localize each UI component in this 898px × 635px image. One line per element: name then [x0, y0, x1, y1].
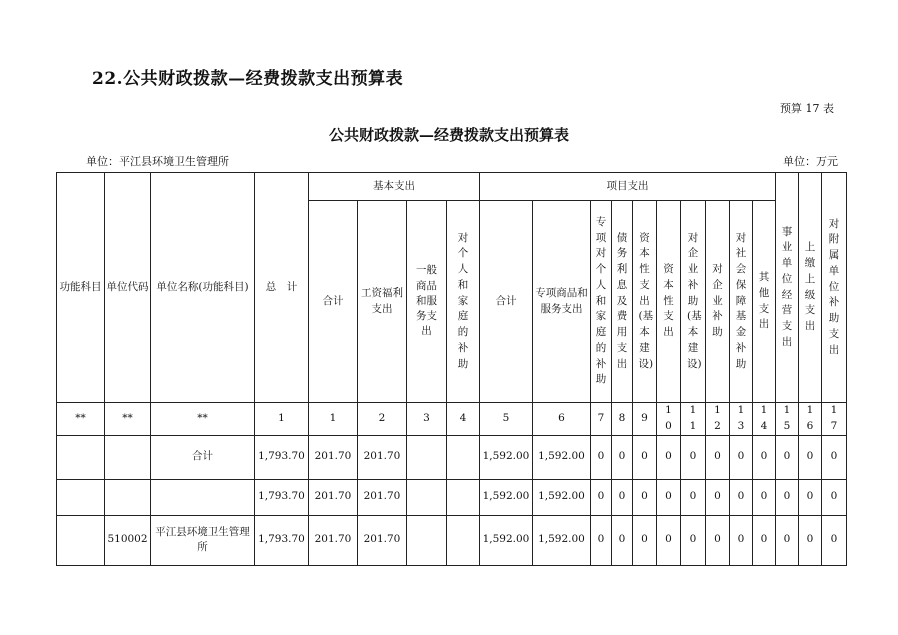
header-capital: 资本性支出	[663, 263, 674, 339]
table-cell	[407, 479, 447, 515]
column-index-cell: 5	[480, 403, 533, 436]
table-cell: 201.70	[309, 515, 358, 565]
column-index-cell: 4	[447, 403, 480, 436]
table-cell: 0	[753, 515, 776, 565]
table-cell: 0	[799, 479, 822, 515]
column-index-cell: 10	[657, 403, 681, 436]
table-cell	[447, 435, 480, 479]
table-cell	[407, 435, 447, 479]
column-index-cell: 8	[612, 403, 633, 436]
table-cell: 0	[822, 479, 847, 515]
form-number: 预算 17 表	[780, 102, 834, 115]
table-cell: 1,592.00	[533, 479, 591, 515]
column-index-cell: 7	[591, 403, 612, 436]
table-cell: 0	[706, 479, 730, 515]
table-cell: 1,592.00	[480, 435, 533, 479]
header-subordinate-subsidy: 对附属单位补助支出	[828, 217, 840, 356]
header-other: 其他支出	[758, 271, 770, 331]
table-cell: 0	[633, 435, 657, 479]
table-cell: 0	[657, 515, 681, 565]
column-index-cell: 16	[799, 403, 822, 436]
table-row	[57, 479, 847, 515]
header-unit-name: 单位名称(功能科目)	[151, 173, 255, 403]
column-index-cell: 2	[358, 403, 407, 436]
table-cell: 0	[776, 435, 799, 479]
column-index-cell: 6	[533, 403, 591, 436]
column-index-cell: 1	[309, 403, 358, 436]
column-index-cell: 1	[255, 403, 309, 436]
table-cell: 0	[657, 435, 681, 479]
column-index-cell: 14	[753, 403, 776, 436]
table-row	[57, 435, 847, 479]
table-cell: 0	[799, 435, 822, 479]
column-index-cell: 3	[407, 403, 447, 436]
table-cell: 0	[753, 435, 776, 479]
header-project-group: 项目支出	[480, 173, 776, 201]
table-cell: 0	[591, 435, 612, 479]
header-pay-to-superior: 上缴上级支出	[804, 241, 816, 332]
table-cell: 0	[612, 515, 633, 565]
table-cell: 0	[753, 479, 776, 515]
table-cell	[105, 435, 151, 479]
table-cell: 0	[822, 515, 847, 565]
table-cell: 合计	[151, 435, 255, 479]
table-cell	[151, 479, 255, 515]
header-salary-welfare: 工资福利支出	[358, 201, 407, 403]
table-cell: 0	[730, 479, 753, 515]
table-cell: 1,592.00	[533, 515, 591, 565]
table-cell: 0	[633, 479, 657, 515]
table-cell: 0	[681, 515, 706, 565]
table-cell: 201.70	[309, 435, 358, 479]
column-index-cell: 17	[822, 403, 847, 436]
table-cell: 0	[612, 435, 633, 479]
table-cell: 0	[657, 479, 681, 515]
column-index-cell: **	[151, 403, 255, 436]
header-project-subtotal: 合计	[480, 201, 533, 403]
header-special-personal: 专项对个人和家庭的补助	[595, 215, 607, 386]
table-cell: 0	[706, 515, 730, 565]
table-cell: 201.70	[358, 479, 407, 515]
header-enterprise-subsidy: 对企业补助	[712, 263, 723, 339]
table-cell: 0	[591, 479, 612, 515]
table-cell: 0	[822, 435, 847, 479]
table-cell: 0	[612, 479, 633, 515]
unit-name-label: 单位：平江县环境卫生管理所	[86, 155, 229, 168]
table-cell	[447, 479, 480, 515]
header-total: 总 计	[255, 173, 309, 403]
header-special-goods: 专项商品和服务支出	[533, 201, 591, 403]
table-cell	[407, 515, 447, 565]
header-social-security: 对社会保障基金补助	[735, 231, 747, 370]
table-cell: 201.70	[358, 435, 407, 479]
table-cell	[105, 479, 151, 515]
table-cell: 0	[633, 515, 657, 565]
header-business-operation: 事业单位经营支出	[781, 225, 793, 348]
budget-table	[56, 172, 847, 566]
header-debt-interest: 债务利息及费用支出	[616, 231, 628, 370]
table-cell	[57, 479, 105, 515]
table-cell: 1,793.70	[255, 515, 309, 565]
table-cell: 0	[681, 435, 706, 479]
table-cell: 0	[776, 515, 799, 565]
table-cell	[57, 435, 105, 479]
header-enterprise-construction: 对企业补助(基本建设)	[687, 231, 702, 370]
table-cell: 1,592.00	[480, 515, 533, 565]
header-unit-code: 单位代码	[105, 173, 151, 403]
column-index-cell: 12	[706, 403, 730, 436]
table-cell: 1,793.70	[255, 479, 309, 515]
table-row	[57, 515, 847, 565]
table-cell: 0	[681, 479, 706, 515]
table-cell: 0	[706, 435, 730, 479]
table-cell: 平江县环境卫生管理所	[151, 515, 255, 565]
column-index-cell: **	[105, 403, 151, 436]
column-index-cell: 11	[681, 403, 706, 436]
table-cell: 1,592.00	[480, 479, 533, 515]
header-capital-construction: 资本性支出(基本建设)	[638, 231, 654, 370]
column-index-cell: 13	[730, 403, 753, 436]
table-cell: 1,793.70	[255, 435, 309, 479]
table-cell: 0	[730, 515, 753, 565]
table-cell: 1,592.00	[533, 435, 591, 479]
column-index-cell: 9	[633, 403, 657, 436]
table-cell	[447, 515, 480, 565]
column-index-cell: **	[57, 403, 105, 436]
header-basic-subtotal: 合计	[309, 201, 358, 403]
table-cell: 0	[799, 515, 822, 565]
column-index-row	[57, 403, 847, 436]
header-func-code: 功能科目	[57, 173, 105, 403]
table-cell	[57, 515, 105, 565]
header-general-goods: 一般商品和服务支出	[416, 264, 437, 338]
header-personal-family-subsidy: 对个人和家庭的补助	[457, 231, 469, 370]
table-cell: 0	[591, 515, 612, 565]
document-heading: 22.公共财政拨款—经费拨款支出预算表	[92, 69, 404, 89]
table-cell: 0	[730, 435, 753, 479]
table-cell: 201.70	[309, 479, 358, 515]
table-title: 公共财政拨款—经费拨款支出预算表	[328, 126, 569, 144]
header-basic-group: 基本支出	[309, 173, 480, 201]
currency-unit-label: 单位：万元	[783, 155, 838, 168]
table-cell: 201.70	[358, 515, 407, 565]
table-cell: 0	[776, 479, 799, 515]
column-index-cell: 15	[776, 403, 799, 436]
table-cell: 510002	[105, 515, 151, 565]
